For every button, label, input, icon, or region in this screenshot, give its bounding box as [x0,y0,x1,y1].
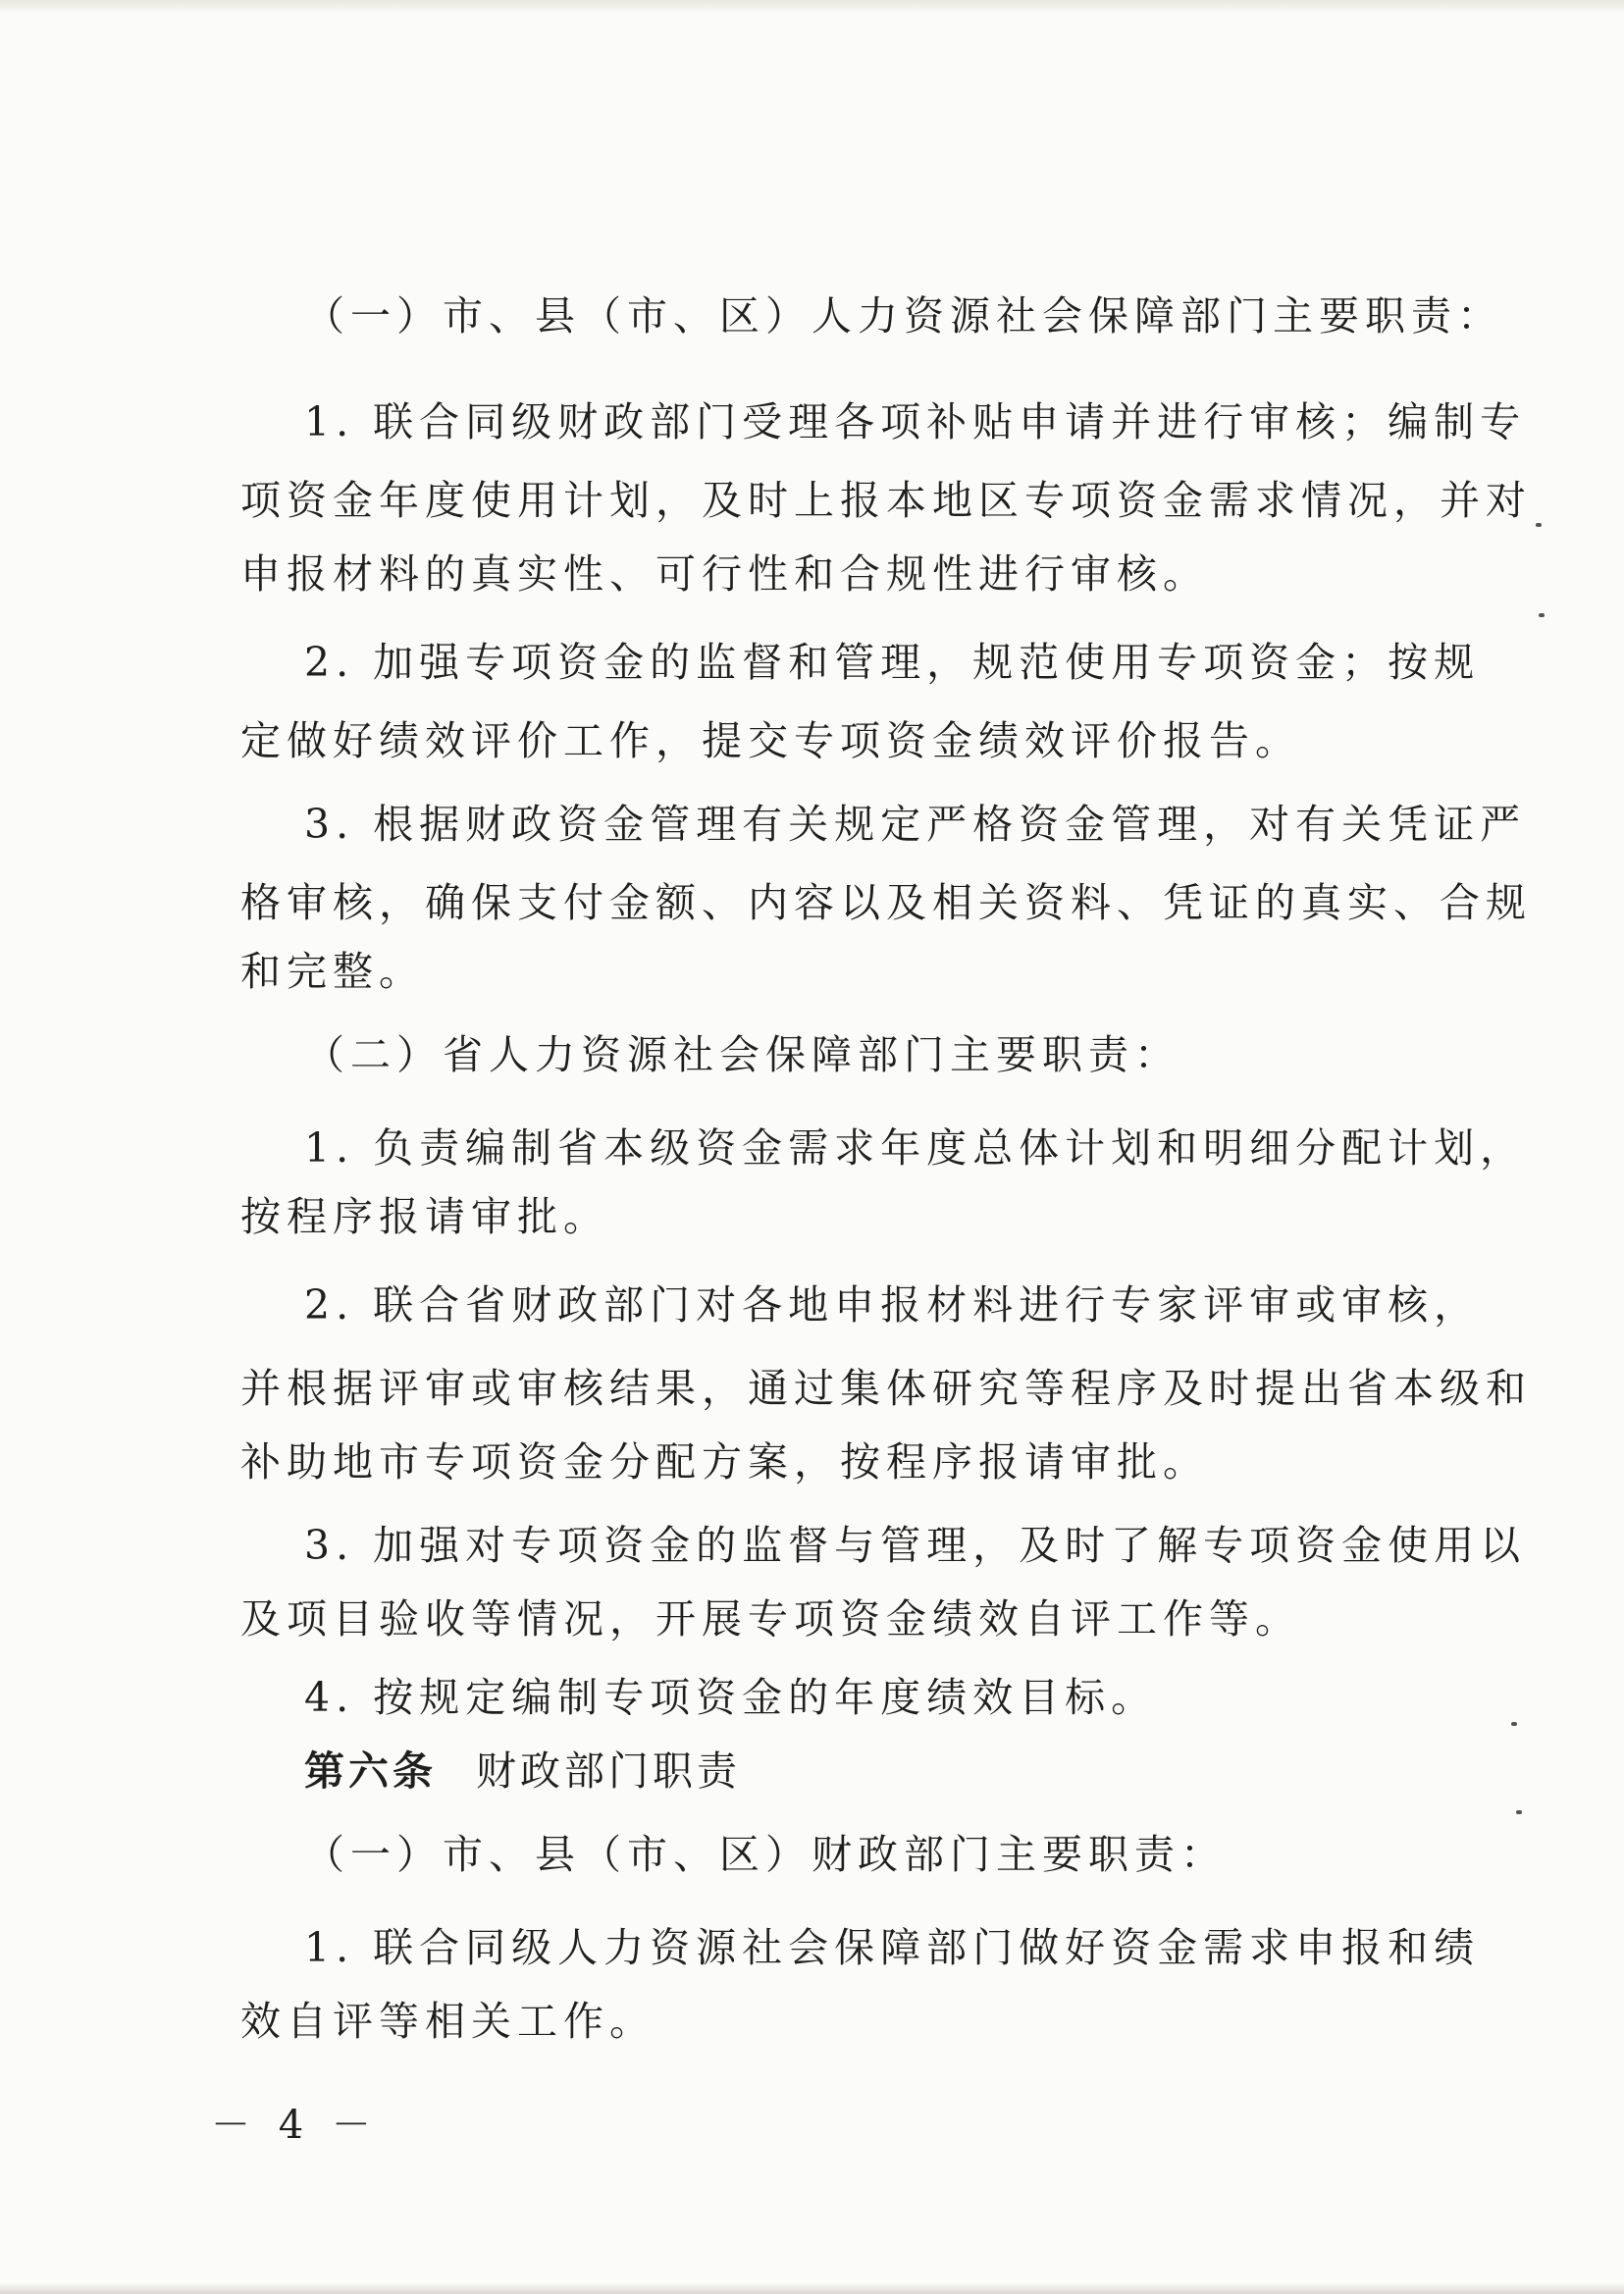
scan-speck [1516,1810,1522,1814]
paragraph-line: 4. 按规定编制专项资金的年度绩效目标。 [304,1674,1158,1721]
paragraph-line: 1. 联合同级财政部门受理各项补贴申请并进行审核；编制专 [304,398,1527,445]
scan-speck [1511,1722,1517,1726]
paragraph-line: 3. 加强对专项资金的监督与管理，及时了解专项资金使用以 [304,1522,1527,1569]
paragraph-line: 并根据评审或审核结果，通过集体研究等程序及时提出省本级和 [240,1365,1532,1412]
paragraph-line: 补助地市专项资金分配方案，按程序报请审批。 [240,1438,1209,1486]
paragraph-line: 格审核，确保支付金额、内容以及相关资料、凭证的真实、合规 [240,879,1532,926]
paragraph-line: 2. 加强专项资金的监督和管理，规范使用专项资金；按规 [304,639,1481,686]
paragraph-line: 3. 根据财政资金管理有关规定严格资金管理，对有关凭证严 [304,801,1527,848]
article-title: 财政部门职责 [476,1747,741,1795]
paragraph-line: 效自评等相关工作。 [240,1998,655,2045]
paragraph-line: （一）市、县（市、区）财政部门主要职责： [304,1831,1227,1878]
paragraph-line: 项资金年度使用计划，及时上报本地区专项资金需求情况，并对 [240,477,1532,524]
scan-speck [1536,523,1542,527]
paragraph-line: 申报材料的真实性、可行性和合规性进行审核。 [240,550,1209,598]
paragraph-line: （一）市、县（市、区）人力资源社会保障部门主要职责： [304,292,1503,339]
paragraph-line: 定做好绩效评价工作，提交专项资金绩效评价报告。 [240,717,1301,764]
paragraph-line: 按程序报请审批。 [240,1193,609,1240]
paragraph-line: 2. 联合省财政部门对各地申报材料进行专家评审或审核， [304,1281,1481,1329]
paragraph-line: 及项目验收等情况，开展专项资金绩效自评工作等。 [240,1595,1301,1642]
scan-speck [1539,613,1545,617]
paragraph-line: （二）省人力资源社会保障部门主要职责： [304,1031,1180,1078]
page-number: － 4 － [211,2103,379,2148]
paragraph-line: 1. 负责编制省本级资金需求年度总体计划和明细分配计划， [304,1124,1527,1172]
article-heading [304,1742,741,1800]
scan-edge-bottom [0,2282,1624,2294]
article-label: 第六条 [304,1747,437,1795]
paragraph-line: 1. 联合同级人力资源社会保障部门做好资金需求申报和绩 [304,1924,1481,1971]
paragraph-line: 和完整。 [240,948,425,995]
